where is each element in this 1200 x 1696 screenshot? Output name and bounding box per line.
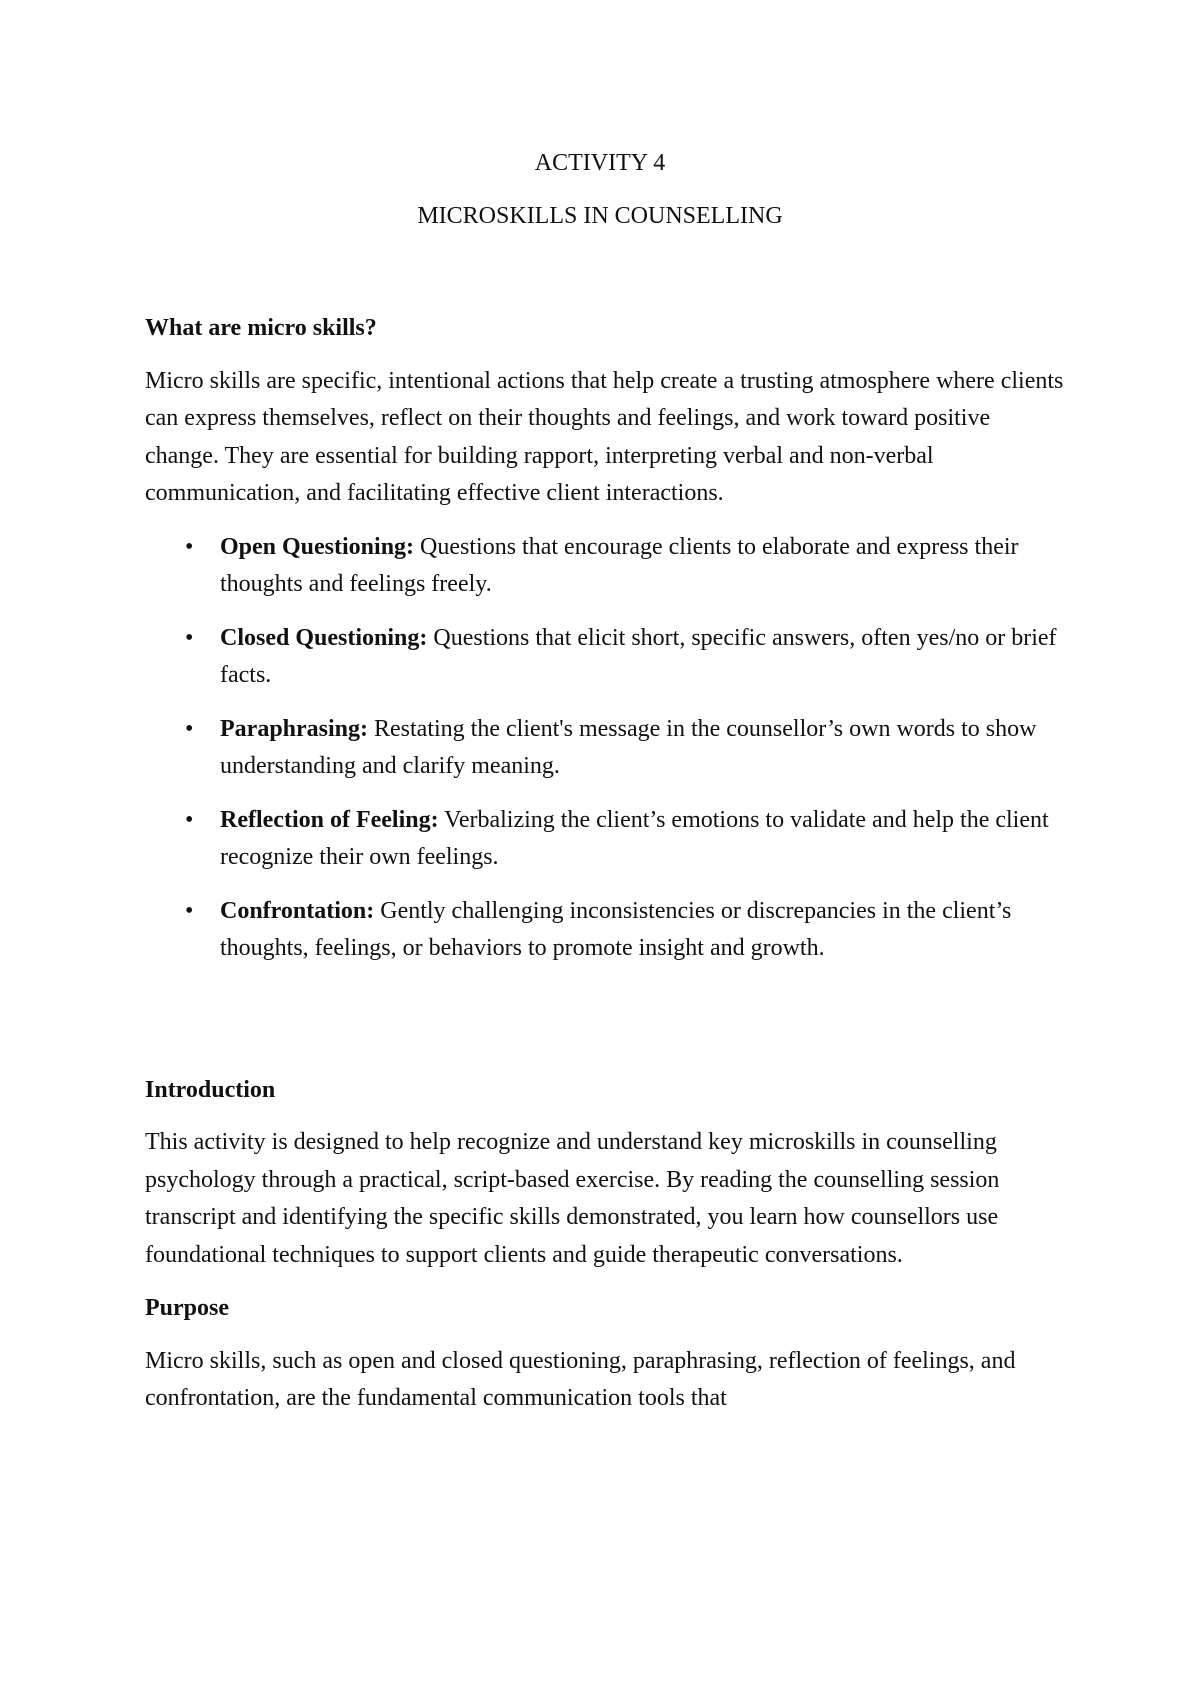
- skill-term: Closed Questioning:: [220, 624, 428, 651]
- bullet-icon: •: [185, 715, 194, 742]
- purpose-paragraph: Micro skills, such as open and closed questioning, paraphrasing, reflection of feelings, and confrontation, are the fundamental communication tools that: [145, 1347, 1016, 1411]
- section-spacer: [145, 984, 1065, 1072]
- document-body: [145, 310, 1065, 1434]
- skill-description: Verbalizing the client’s emotions to validate and help the client recognize their own feelings.: [220, 806, 1049, 870]
- skill-term: Open Questioning:: [220, 533, 415, 560]
- section-heading-purpose: Purpose: [145, 1295, 229, 1321]
- page-title: MICROSKILLS IN COUNSELLING: [417, 203, 783, 229]
- bullet-icon: •: [185, 533, 194, 560]
- section-heading-micro-skills: What are micro skills?: [145, 315, 377, 341]
- bullet-icon: •: [185, 897, 194, 924]
- skills-list: [145, 529, 1065, 968]
- section-heading-introduction: Introduction: [145, 1076, 276, 1103]
- list-item: [145, 802, 1065, 877]
- bullet-icon: •: [185, 624, 194, 651]
- list-item: [145, 620, 1065, 695]
- skill-term: Paraphrasing:: [220, 715, 369, 742]
- list-item: [145, 529, 1065, 604]
- skill-description: Gently challenging inconsistencies or discrepancies in the client’s thoughts, feelings, or behaviors to promote insight and growth.: [220, 897, 1012, 961]
- list-item: [145, 893, 1065, 968]
- micro-skills-paragraph: Micro skills are specific, intentional actions that help create a trusting atmosphere where clients can express themselves, reflect on their thoughts and feelings, and work toward positive change. They are essential for building rapport, interpreting verbal and non-verbal communication, and facilitating effective client interactions.: [145, 367, 1064, 506]
- skill-term: Reflection of Feeling:: [220, 806, 439, 833]
- skill-description: Questions that elicit short, specific answers, often yes/no or brief facts.: [220, 624, 1057, 688]
- introduction-paragraph: This activity is designed to help recognize and understand key microskills in counselling psychology through a practical, script-based exercise. By reading the counselling session transcript and identifying the specific skills demonstrated, you learn how counsellors use foundational techniques to support clients and guide therapeutic conversations.: [145, 1129, 1000, 1268]
- skill-description: Restating the client's message in the counsellor’s own words to show understanding and clarify meaning.: [220, 715, 1037, 779]
- activity-label: ACTIVITY 4: [534, 150, 666, 176]
- list-item: [145, 711, 1065, 786]
- skill-term: Confrontation:: [220, 897, 375, 924]
- skill-description: Questions that encourage clients to elaborate and express their thoughts and feelings freely.: [220, 533, 1019, 597]
- bullet-icon: •: [185, 806, 194, 833]
